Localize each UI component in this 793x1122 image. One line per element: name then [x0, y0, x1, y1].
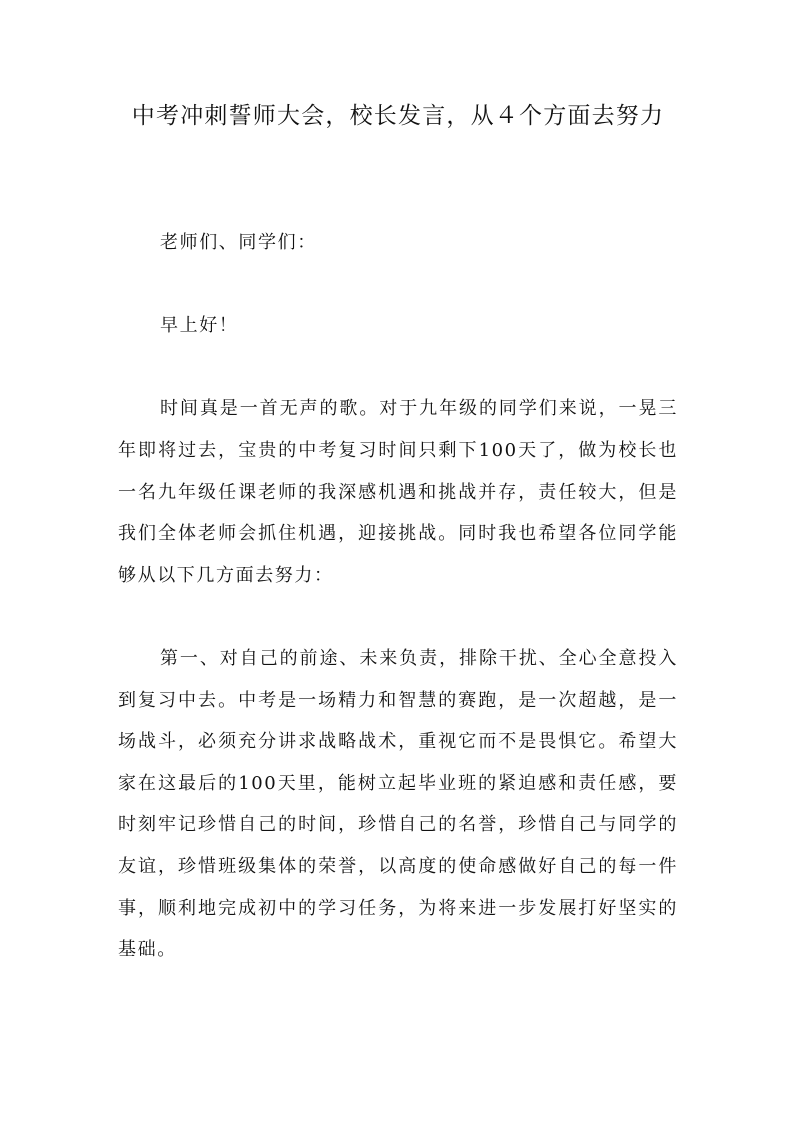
intro-paragraph: 时间真是一首无声的歌。对于九年级的同学们来说，一晃三年即将过去，宝贵的中考复习时间只剩下100天了，做为校长也一名九年级任课老师的我深感机遇和挑战并存，责任较大，但是我们全体老师会抓住机遇，迎接挑战。同时我也希望各位同学能够从以下几方面去努力：: [118, 398, 678, 586]
salutation-paragraph: 老师们、同学们：: [160, 232, 317, 253]
paragraph-spacer: [118, 347, 678, 389]
paragraph-spacer: [118, 264, 678, 306]
document-title: 中考冲刺誓师大会，校长发言，从４个方面去努力: [131, 103, 665, 129]
greeting-paragraph: 早上好！: [160, 315, 239, 337]
point-one-paragraph: 第一、对自己的前途、未来负责，排除干扰、全心全意投入到复习中去。中考是一场精力和智慧的赛跑，是一次超越，是一场战斗，必须充分讲求战略战术，重视它而不是畏惧它。希望大家在这最后的100天里，能树立起毕业班的紧迫感和责任感，要时刻牢记珍惜自己的时间，珍惜自己的名誉，珍惜自己与同学的友谊，珍惜班级集体的荣誉，以高度的使命感做好自己的每一件事，顺利地完成初中的学习任务，为将来进一步发展打好坚实的基础。: [118, 647, 678, 961]
paragraph-spacer: [118, 596, 678, 638]
document-body: [118, 222, 678, 971]
